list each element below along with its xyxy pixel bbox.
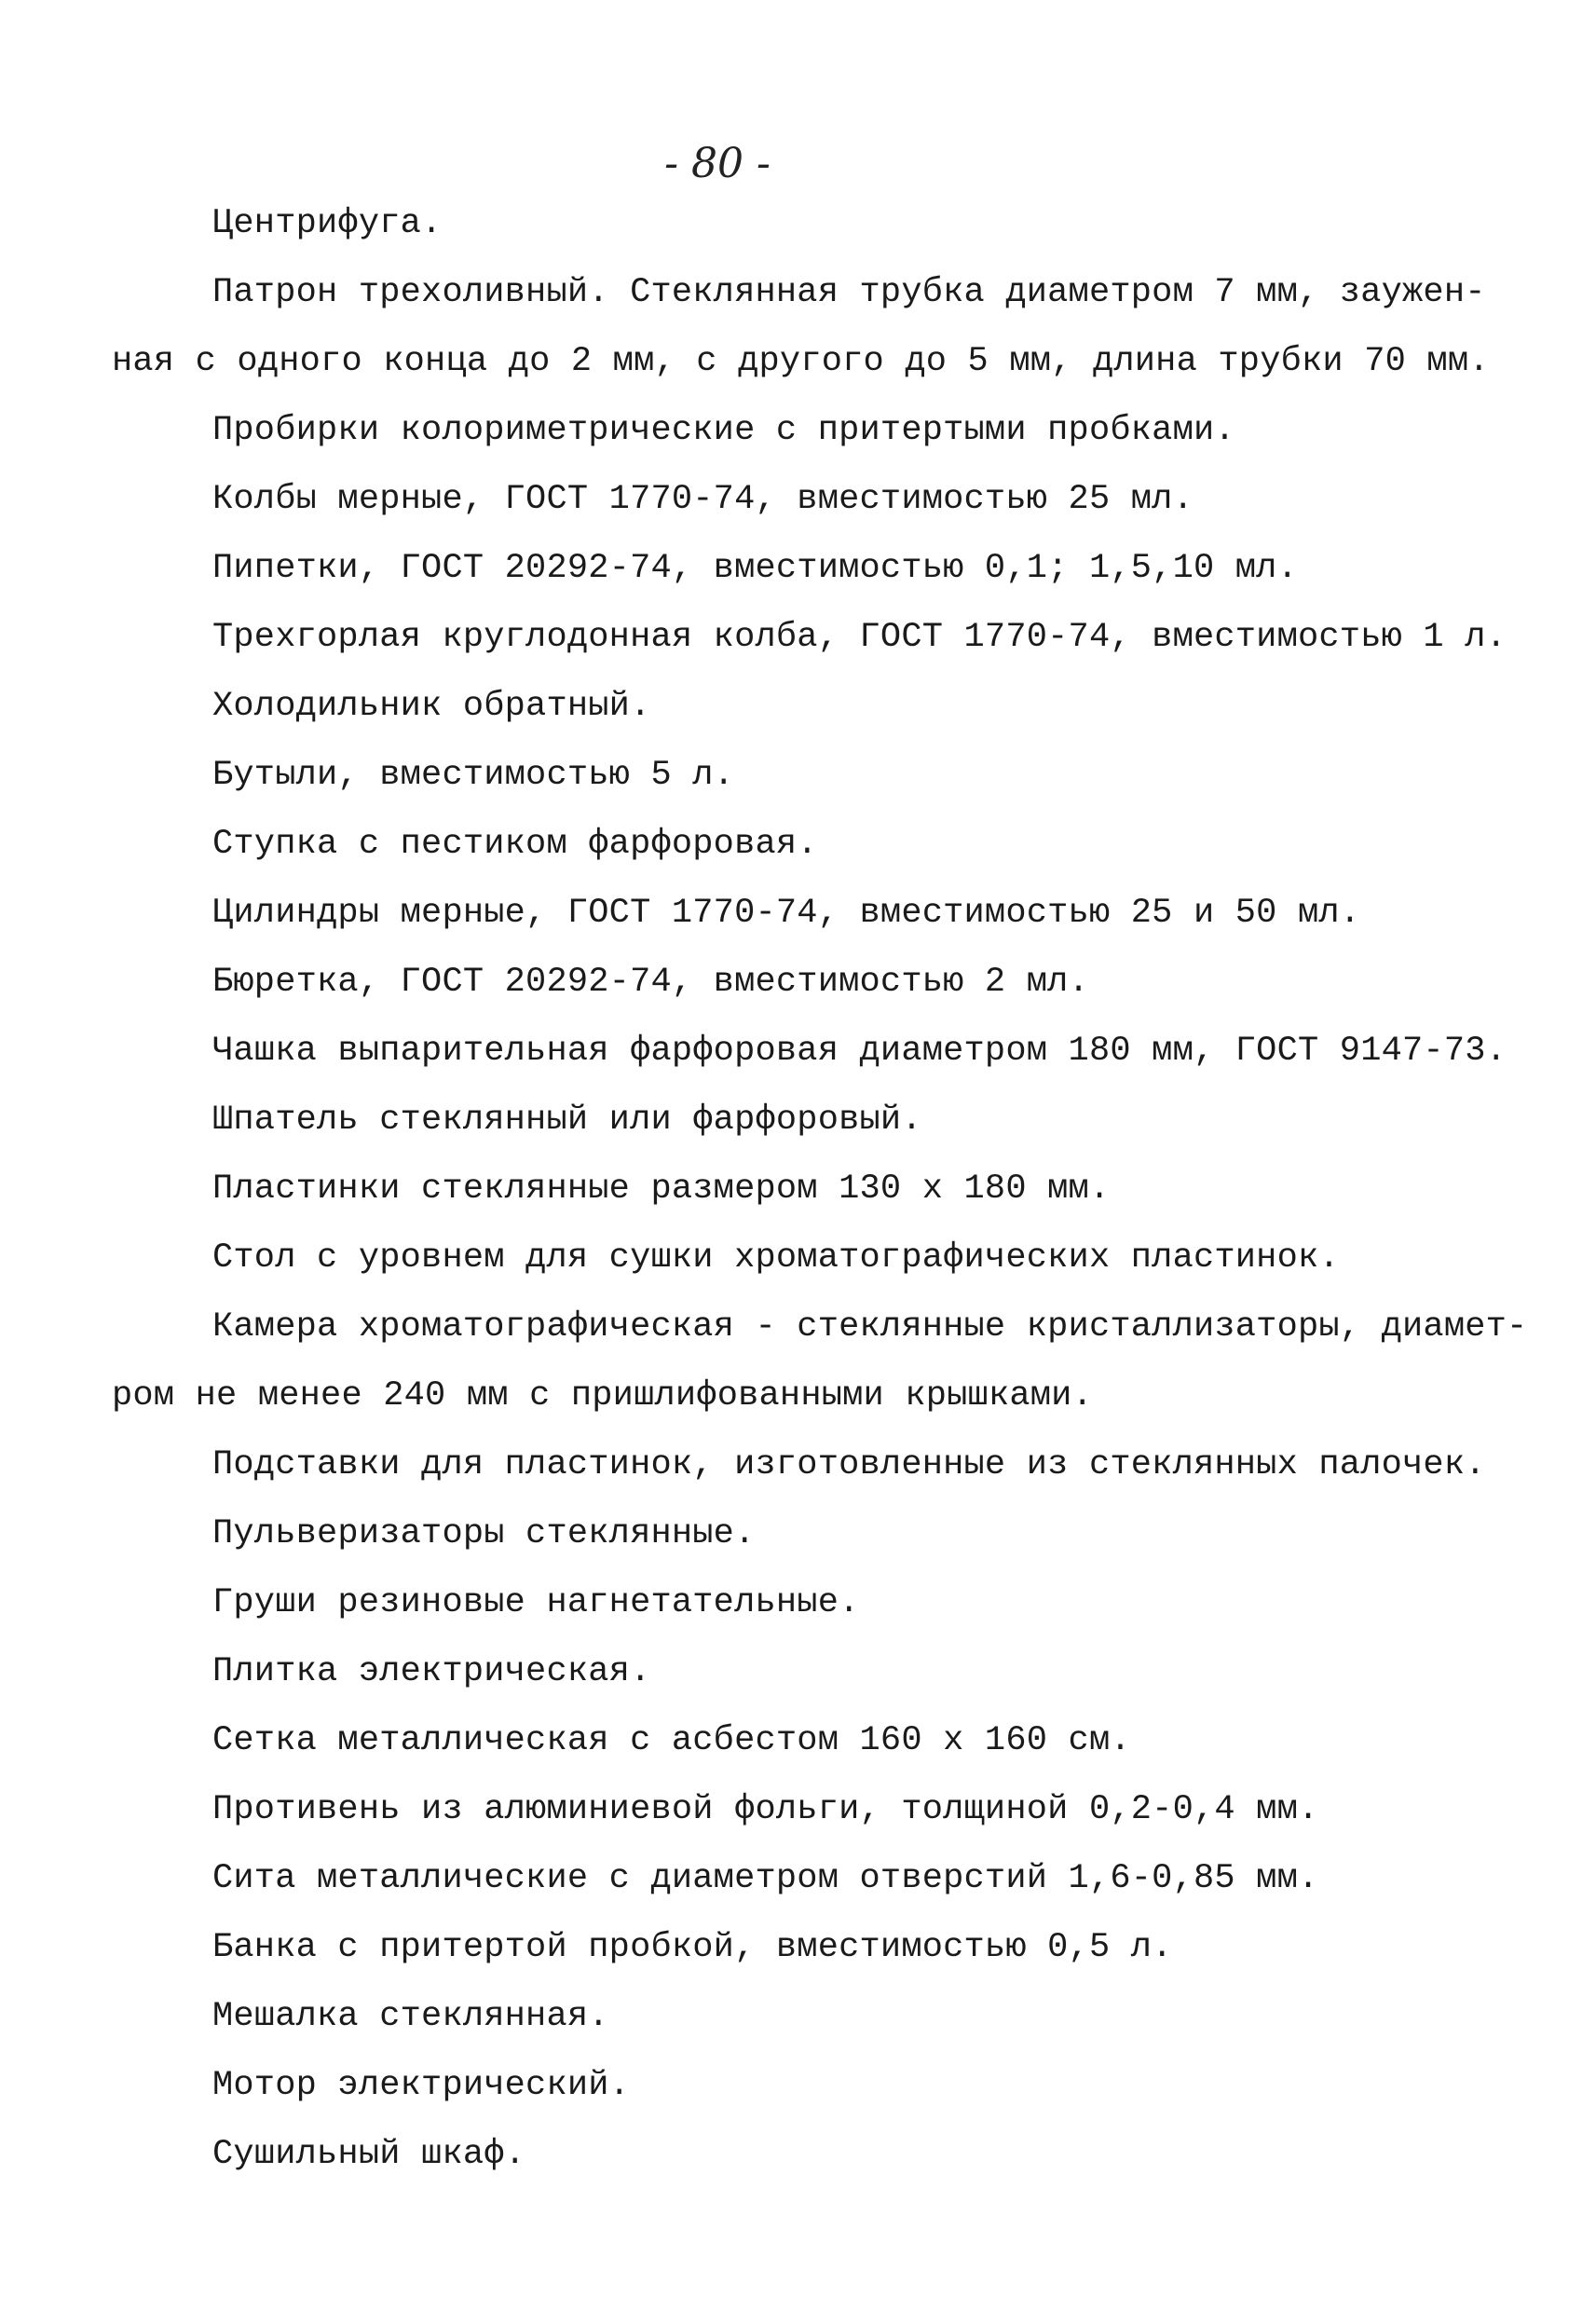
document-line: Камера хроматографическая - стеклянные кристаллизаторы, диамет- bbox=[212, 1307, 1528, 1347]
document-line: Пипетки, ГОСТ 20292-74, вместимостью 0,1; 1,5,10 мл. bbox=[212, 549, 1298, 588]
document-line: Патрон трехоливный. Стеклянная трубка диаметром 7 мм, заужен- bbox=[212, 273, 1486, 312]
document-line: Цилиндры мерные, ГОСТ 1770-74, вместимостью 25 и 50 мл. bbox=[212, 894, 1361, 933]
document-line-continuation: ром не менее 240 мм с пришлифованными крышками. bbox=[112, 1376, 1093, 1415]
document-line: Шпатель стеклянный или фарфоровый. bbox=[212, 1101, 922, 1140]
document-line: Холодильник обратный. bbox=[212, 687, 651, 726]
document-line: Плитка электрическая. bbox=[212, 1652, 651, 1691]
document-line: Трехгорлая круглодонная колба, ГОСТ 1770-74, вместимостью 1 л. bbox=[212, 618, 1507, 657]
document-line: Бюретка, ГОСТ 20292-74, вместимостью 2 мл. bbox=[212, 963, 1089, 1002]
document-line: Пластинки стеклянные размером 130 x 180 мм. bbox=[212, 1169, 1111, 1209]
document-line: Мотор электрический. bbox=[212, 2066, 631, 2105]
document-line: Чашка выпарительная фарфоровая диаметром 180 мм, ГОСТ 9147-73. bbox=[212, 1032, 1507, 1071]
page-number: - 80 - bbox=[664, 140, 771, 187]
document-line-continuation: ная с одного конца до 2 мм, с другого до 5 мм, длина трубки 70 мм. bbox=[112, 342, 1490, 381]
document-line: Стол с уровнем для сушки хроматографических пластинок. bbox=[212, 1238, 1340, 1278]
document-line: Сетка металлическая с асбестом 160 x 160 см. bbox=[212, 1721, 1131, 1760]
document-line: Ступка с пестиком фарфоровая. bbox=[212, 825, 818, 864]
document-line: Пробирки колориметрические с притертыми пробками. bbox=[212, 411, 1235, 450]
document-line: Сушильный шкаф. bbox=[212, 2135, 526, 2174]
document-line: Сита металлические с диаметром отверстий 1,6-0,85 мм. bbox=[212, 1859, 1319, 1898]
document-line: Противень из алюминиевой фольги, толщиной 0,2-0,4 мм. bbox=[212, 1790, 1319, 1829]
document-line: Пульверизаторы стеклянные. bbox=[212, 1514, 756, 1553]
document-line: Центрифуга. bbox=[212, 204, 443, 243]
document-line: Банка с притертой пробкой, вместимостью 0,5 л. bbox=[212, 1928, 1173, 1967]
document-line: Подставки для пластинок, изготовленные из стеклянных палочек. bbox=[212, 1445, 1486, 1484]
document-line: Бутыли, вместимостью 5 л. bbox=[212, 756, 735, 795]
document-line: Груши резиновые нагнетательные. bbox=[212, 1583, 860, 1622]
document-line: Мешалка стеклянная. bbox=[212, 1997, 609, 2036]
document-line: Колбы мерные, ГОСТ 1770-74, вместимостью 25 мл. bbox=[212, 480, 1194, 519]
